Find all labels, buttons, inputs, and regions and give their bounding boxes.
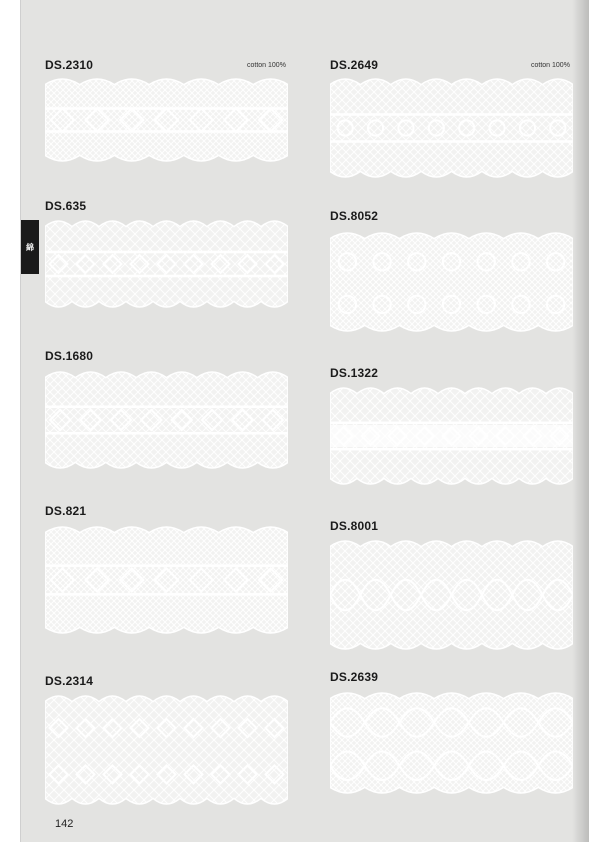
item-code: DS.1322 bbox=[330, 366, 379, 380]
catalog-page bbox=[20, 0, 589, 842]
lace-swatch-3 bbox=[330, 226, 573, 338]
lace-swatch-4 bbox=[45, 365, 288, 475]
lace-swatch-7 bbox=[330, 534, 573, 656]
item-fiber: cotton 100% bbox=[247, 62, 286, 69]
lace-swatch-9 bbox=[330, 686, 573, 800]
lace-swatch-1 bbox=[330, 72, 573, 184]
lace-swatch-6 bbox=[45, 520, 288, 640]
item-code: DS.635 bbox=[45, 199, 87, 213]
item-code: DS.821 bbox=[45, 504, 87, 518]
lace-swatch-5 bbox=[330, 381, 573, 491]
side-index-tab: 綿 bbox=[21, 220, 39, 274]
item-code: DS.2649 bbox=[330, 58, 379, 72]
lace-swatch-0 bbox=[45, 72, 288, 168]
lace-swatch-2 bbox=[45, 214, 288, 314]
lace-swatch-8 bbox=[45, 689, 288, 811]
page-number: 142 bbox=[55, 818, 74, 830]
item-code: DS.8052 bbox=[330, 209, 379, 223]
item-code: DS.8001 bbox=[330, 519, 379, 533]
item-code: DS.2310 bbox=[45, 58, 94, 72]
item-code: DS.2639 bbox=[330, 670, 379, 684]
item-fiber: cotton 100% bbox=[531, 62, 570, 69]
item-code: DS.1680 bbox=[45, 349, 94, 363]
item-code: DS.2314 bbox=[45, 674, 94, 688]
